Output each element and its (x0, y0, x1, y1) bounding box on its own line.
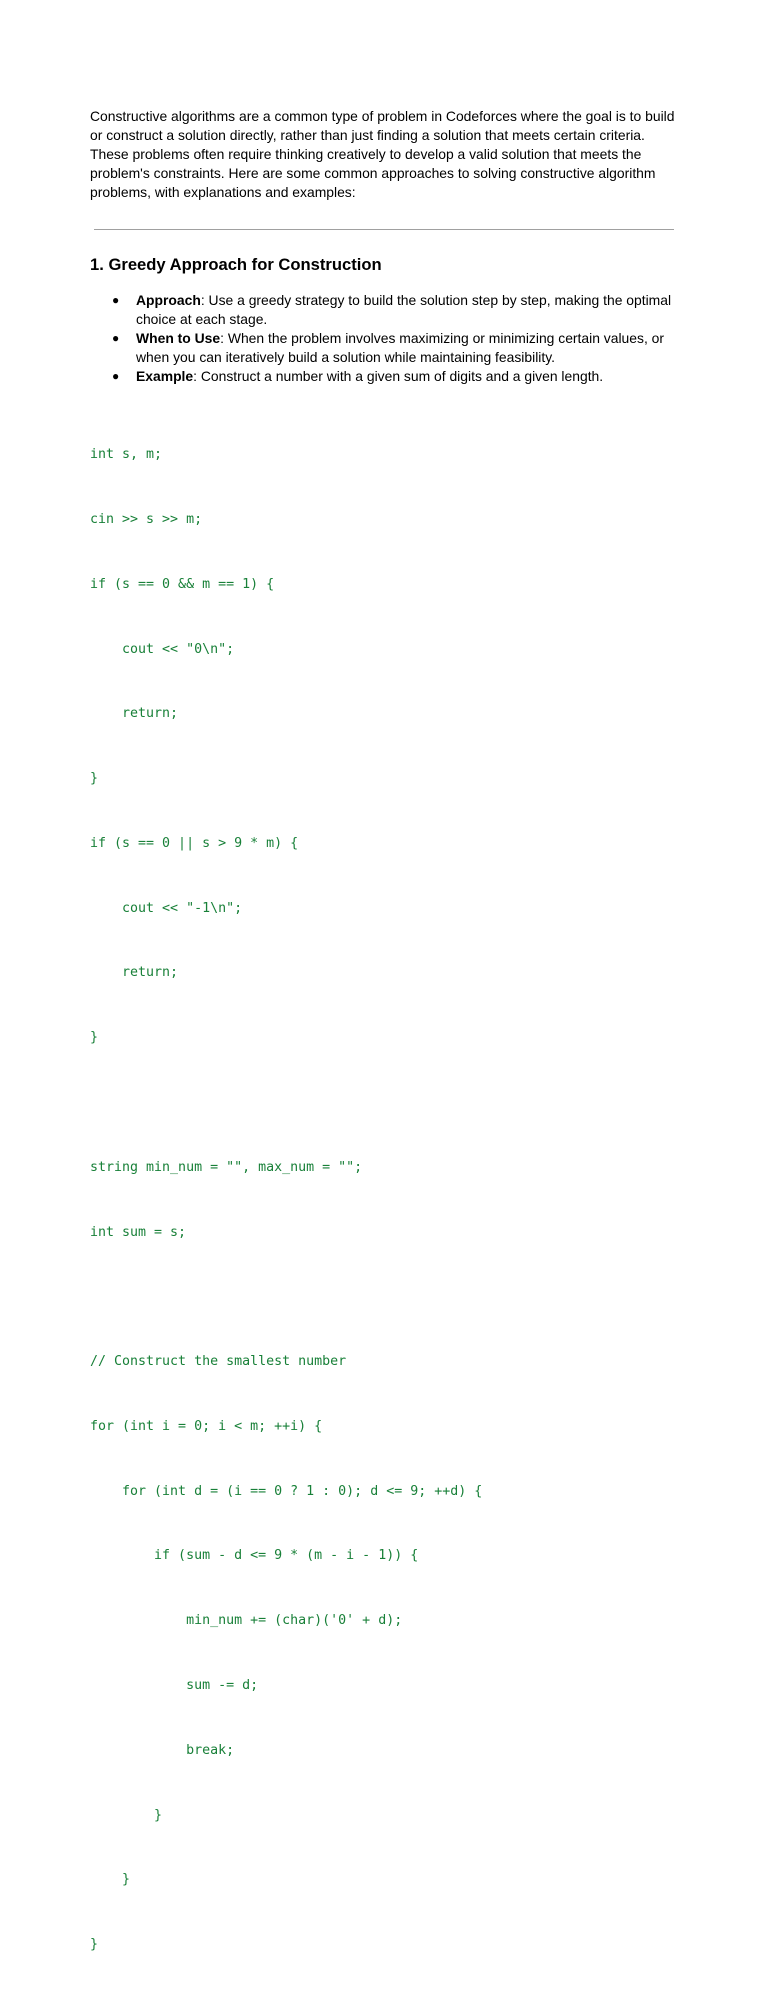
section-heading: 1. Greedy Approach for Construction (90, 255, 382, 274)
code-line: string min_num = "", max_num = ""; (90, 1159, 363, 1175)
code-line: int sum = s; (90, 1224, 187, 1240)
bullet-dot-icon: ● (112, 369, 120, 383)
bullet-item-when-to-use (0, 329, 676, 367)
code-line: for (int i = 0; i < m; ++i) { (90, 1418, 323, 1434)
code-line: if (sum - d <= 9 * (m - i - 1)) { (90, 1548, 419, 1564)
code-block (90, 401, 482, 1999)
code-line: for (int d = (i == 0 ? 1 : 0); d <= 9; ++d) { (90, 1483, 483, 1499)
code-line: cout << "0\n"; (90, 641, 235, 657)
code-line: return; (90, 706, 179, 722)
bullet-list (0, 291, 680, 386)
code-line: int s, m; (90, 447, 163, 463)
code-line: sum -= d; (90, 1678, 259, 1694)
code-line: } (90, 1872, 131, 1888)
code-line: } (90, 1030, 99, 1046)
bullet-term: Example (136, 368, 194, 384)
code-line: cin >> s >> m; (90, 511, 203, 527)
code-line: } (90, 1937, 99, 1953)
code-line: cout << "-1\n"; (90, 900, 243, 916)
intro-paragraph: Constructive algorithms are a common type of problem in Codeforces where the goal is to build or construct a solution directly, rather than just finding a solution that meets certain criteria. These problems often require thinking creatively to develop a valid solution that meets the problem's constraints. Here are some common approaches to solving constructive algorithm problems, with explanations and examples: (90, 108, 675, 200)
code-line: break; (90, 1742, 235, 1758)
horizontal-divider (94, 229, 674, 230)
bullet-text: : Construct a number with a given sum of digits and a given length. (193, 368, 604, 384)
bullet-term: When to Use (136, 330, 221, 346)
code-line: if (s == 0 && m == 1) { (90, 576, 275, 592)
code-line: if (s == 0 || s > 9 * m) { (90, 835, 299, 851)
bullet-text: : When the problem involves maximizing or minimizing certain values, or when you can iteratively build a solution while maintaining feasibility. (136, 330, 665, 365)
code-line (90, 1286, 482, 1308)
code-line: } (90, 1807, 163, 1823)
code-line (90, 1092, 482, 1114)
bullet-term: Approach (136, 292, 201, 308)
bullet-dot-icon: ● (112, 331, 120, 345)
code-line: return; (90, 965, 179, 981)
bullet-text: : Use a greedy strategy to build the solution step by step, making the optimal choice at each stage. (136, 292, 672, 327)
bullet-item-example (0, 367, 676, 386)
code-line: } (90, 771, 99, 787)
bullet-dot-icon: ● (112, 293, 120, 307)
bullet-item-approach (0, 291, 676, 329)
code-line: min_num += (char)('0' + d); (90, 1613, 403, 1629)
code-comment: // Construct the smallest number (90, 1354, 347, 1370)
